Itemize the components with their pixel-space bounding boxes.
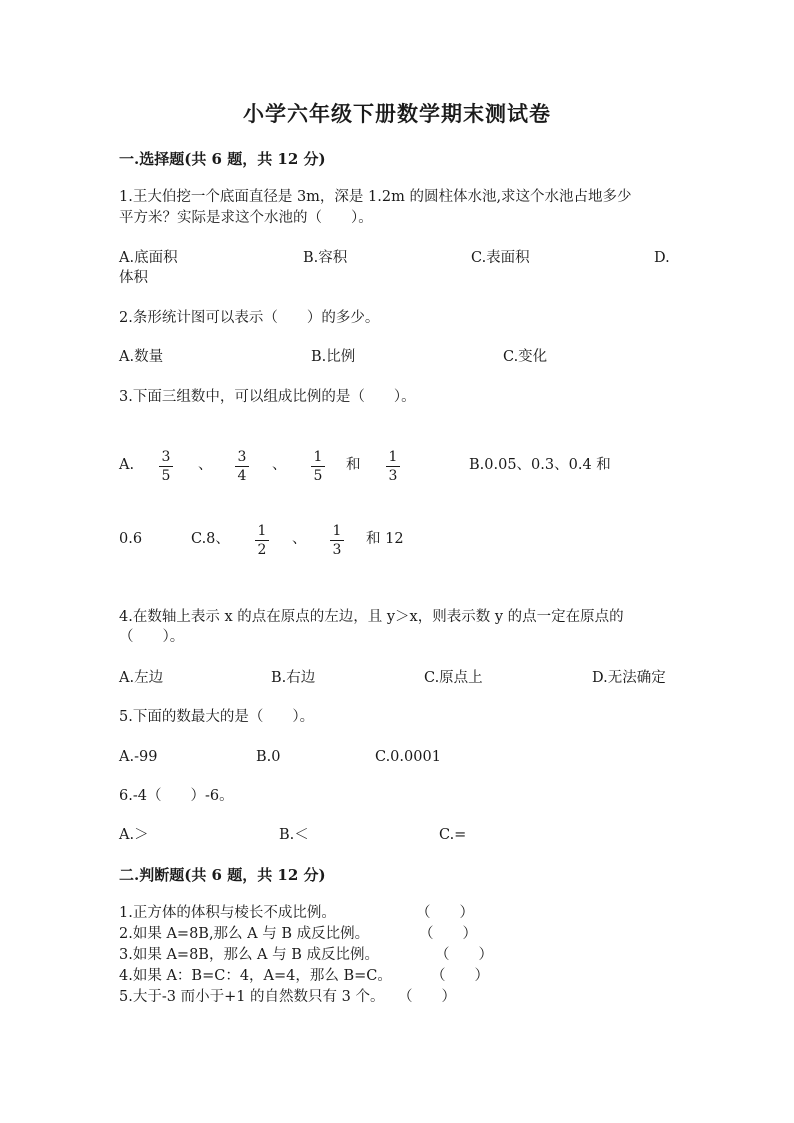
judgment-item-4: 4.如果 A：B=C：4，A=4，那么 B=C。 [119,968,392,984]
numerator: 3 [161,449,171,465]
q3-separator: 、 [272,457,287,473]
q1-option-c: C.表面积 [471,250,530,266]
q1-option-b: B.容积 [303,250,348,266]
q3-option-c-label: C.8、 [191,531,230,547]
q3-a-fraction-1 [158,449,174,484]
q5-option-a: A.-99 [119,749,158,765]
section-heading-judgment: 二.判断题(共 6 题，共 12 分) [119,866,326,884]
q1-option-d-cont: 体积 [119,270,148,286]
q5-stem: 5.下面的数最大的是（ ）。 [119,709,315,725]
q3-and: 和 [346,457,361,473]
q1-stem-line1: 1.王大伯挖一个底面直径是 3m，深是 1.2m 的圆柱体水池,求这个水池占地多少 [119,189,632,205]
denominator: 4 [237,468,247,484]
q4-option-d: D.无法确定 [592,670,666,686]
q5-option-c: C.0.0001 [375,749,441,765]
q3-option-a-label: A. [119,457,135,473]
q3-a-fraction-4 [385,449,401,484]
q2-option-a: A.数量 [119,349,164,365]
q1-option-a: A.底面积 [119,250,178,266]
judgment-paren-2: （ ） [419,926,477,942]
q3-a-fraction-2 [234,449,250,484]
fraction-bar [330,540,344,541]
q3-option-c-tail: 和 12 [366,531,404,547]
q3-separator: 、 [198,457,213,473]
section-heading-choice: 一.选择题(共 6 题，共 12 分) [119,150,326,168]
q2-stem: 2.条形统计图可以表示（ ）的多少。 [119,310,380,326]
denominator: 2 [257,542,267,558]
q6-option-a: A.＞ [119,827,149,843]
judgment-paren-3: （ ） [435,947,493,963]
judgment-paren-1: （ ） [416,905,474,921]
q1-option-d: D. [654,250,670,266]
judgment-item-1: 1.正方体的体积与棱长不成比例。 [119,905,336,921]
fraction-bar [159,466,173,467]
numerator: 3 [237,449,247,465]
q3-c-fraction-2 [329,523,345,558]
fraction-bar [311,466,325,467]
judgment-paren-5: （ ） [398,989,456,1005]
q4-stem-line1: 4.在数轴上表示 x 的点在原点的左边，且 y＞x，则表示数 y 的点一定在原点的 [119,609,624,625]
fraction-bar [255,540,269,541]
q3-c-fraction-1 [254,523,270,558]
q4-option-a: A.左边 [119,670,164,686]
q2-option-b: B.比例 [311,349,356,365]
q6-option-b: B.＜ [279,827,309,843]
denominator: 5 [161,468,171,484]
page-title: 小学六年级下册数学期末测试卷 [243,101,551,126]
q4-option-c: C.原点上 [424,670,483,686]
judgment-item-5: 5.大于-3 而小于+1 的自然数只有 3 个。 [119,989,385,1005]
fraction-bar [386,466,400,467]
q2-option-c: C.变化 [503,349,548,365]
q1-stem-line2: 平方米？实际是求这个水池的（ ）。 [119,210,373,226]
numerator: 1 [257,523,267,539]
denominator: 5 [313,468,323,484]
q3-a-fraction-3 [310,449,326,484]
q6-option-c: C.= [439,827,467,843]
q3-option-b: B.0.05、0.3、0.4 和 [469,457,611,473]
q3-stem: 3.下面三组数中，可以组成比例的是（ ）。 [119,389,416,405]
judgment-item-2: 2.如果 A=8B,那么 A 与 B 成反比例。 [119,926,370,942]
fraction-bar [235,466,249,467]
q3-option-b-cont: 0.6 [119,531,143,547]
denominator: 3 [388,468,398,484]
judgment-item-3: 3.如果 A=8B，那么 A 与 B 成反比例。 [119,947,380,963]
numerator: 1 [388,449,398,465]
q3-separator: 、 [292,531,307,547]
q6-stem: 6.-4（ ）-6。 [119,788,234,804]
q5-option-b: B.0 [256,749,281,765]
q4-option-b: B.右边 [271,670,316,686]
denominator: 3 [332,542,342,558]
judgment-paren-4: （ ） [431,968,489,984]
q4-stem-line2: （ ）。 [119,629,185,645]
numerator: 1 [332,523,342,539]
numerator: 1 [313,449,323,465]
